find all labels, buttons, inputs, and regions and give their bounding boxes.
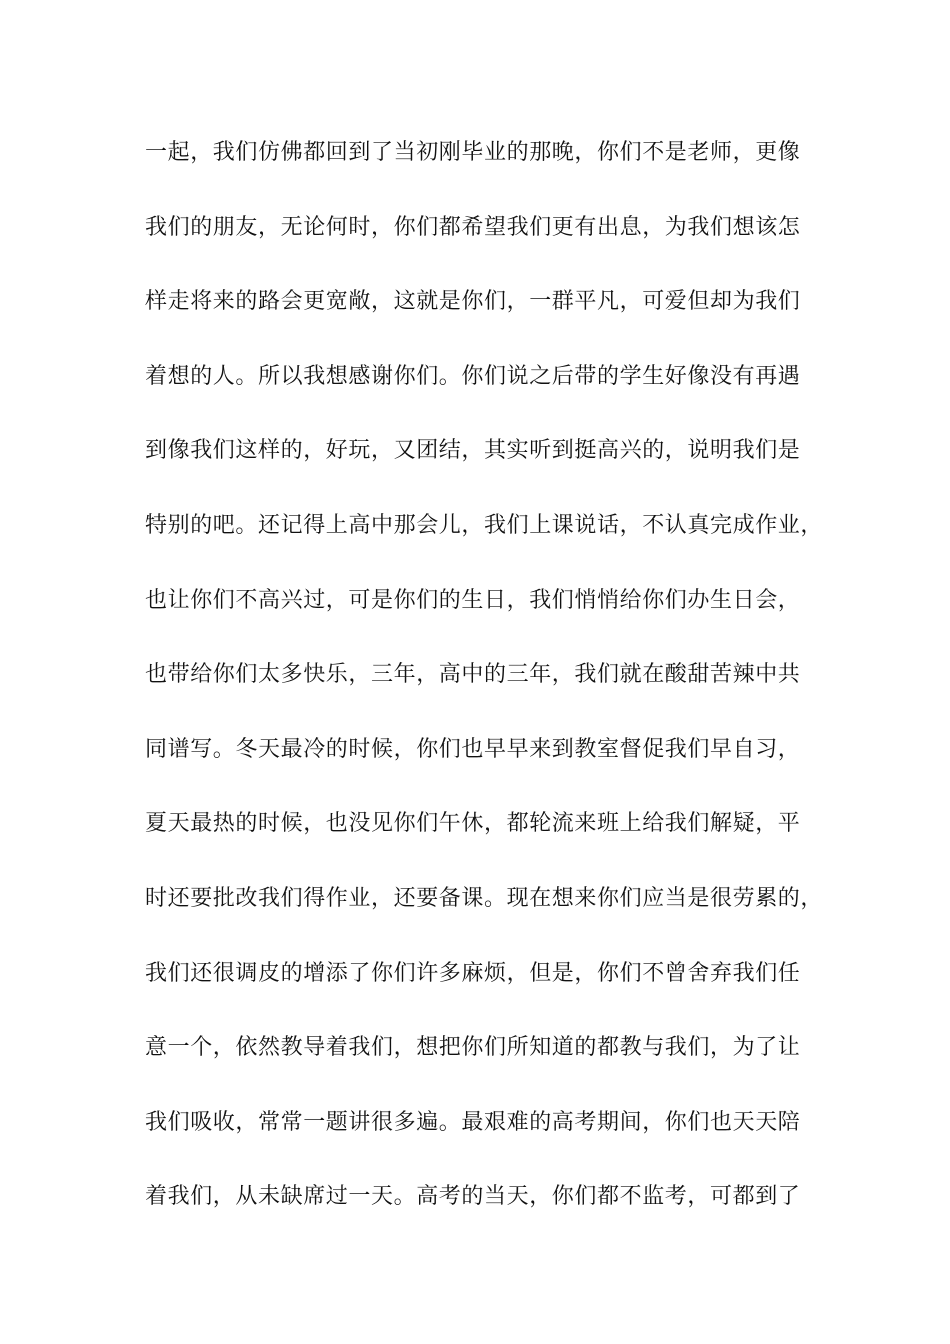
text-line: 一起，我们仿佛都回到了当初刚毕业的那晚，你们不是老师，更像 — [145, 140, 801, 165]
text-line: 夏天最热的时候，也没见你们午休，都轮流来班上给我们解疑，平 — [145, 811, 801, 837]
text-line: 同谱写。冬天最冷的时候，你们也早早来到教室督促我们早自习， — [145, 736, 801, 762]
text-line: 样走将来的路会更宽敞，这就是你们，一群平凡，可爱但却为我们 — [145, 289, 801, 315]
text-line: 意一个，依然教导着我们，想把你们所知道的都教与我们，为了让 — [145, 1035, 801, 1061]
text-line: 也让你们不高兴过，可是你们的生日，我们悄悄给你们办生日会， — [145, 587, 801, 613]
text-line: 我们吸收，常常一题讲很多遍。最艰难的高考期间，你们也天天陪 — [145, 1109, 801, 1135]
text-line: 我们的朋友，无论何时，你们都希望我们更有出息，为我们想该怎 — [145, 214, 801, 240]
text-line: 到像我们这样的，好玩，又团结，其实听到挺高兴的，说明我们是 — [145, 438, 801, 464]
text-line: 特别的吧。还记得上高中那会儿，我们上课说话，不认真完成作业， — [145, 512, 824, 538]
text-line: 时还要批改我们得作业，还要备课。现在想来你们应当是很劳累的， — [145, 885, 824, 911]
text-line: 我们还很调皮的增添了你们许多麻烦，但是，你们不曾舍弃我们任 — [145, 960, 801, 986]
text-line: 也带给你们太多快乐，三年，高中的三年，我们就在酸甜苦辣中共 — [145, 662, 801, 688]
body-text — [145, 133, 835, 1252]
text-line: 着想的人。所以我想感谢你们。你们说之后带的学生好像没有再遇 — [145, 363, 801, 389]
text-line: 着我们，从未缺席过一天。高考的当天，你们都不监考，可都到了 — [145, 1184, 801, 1210]
